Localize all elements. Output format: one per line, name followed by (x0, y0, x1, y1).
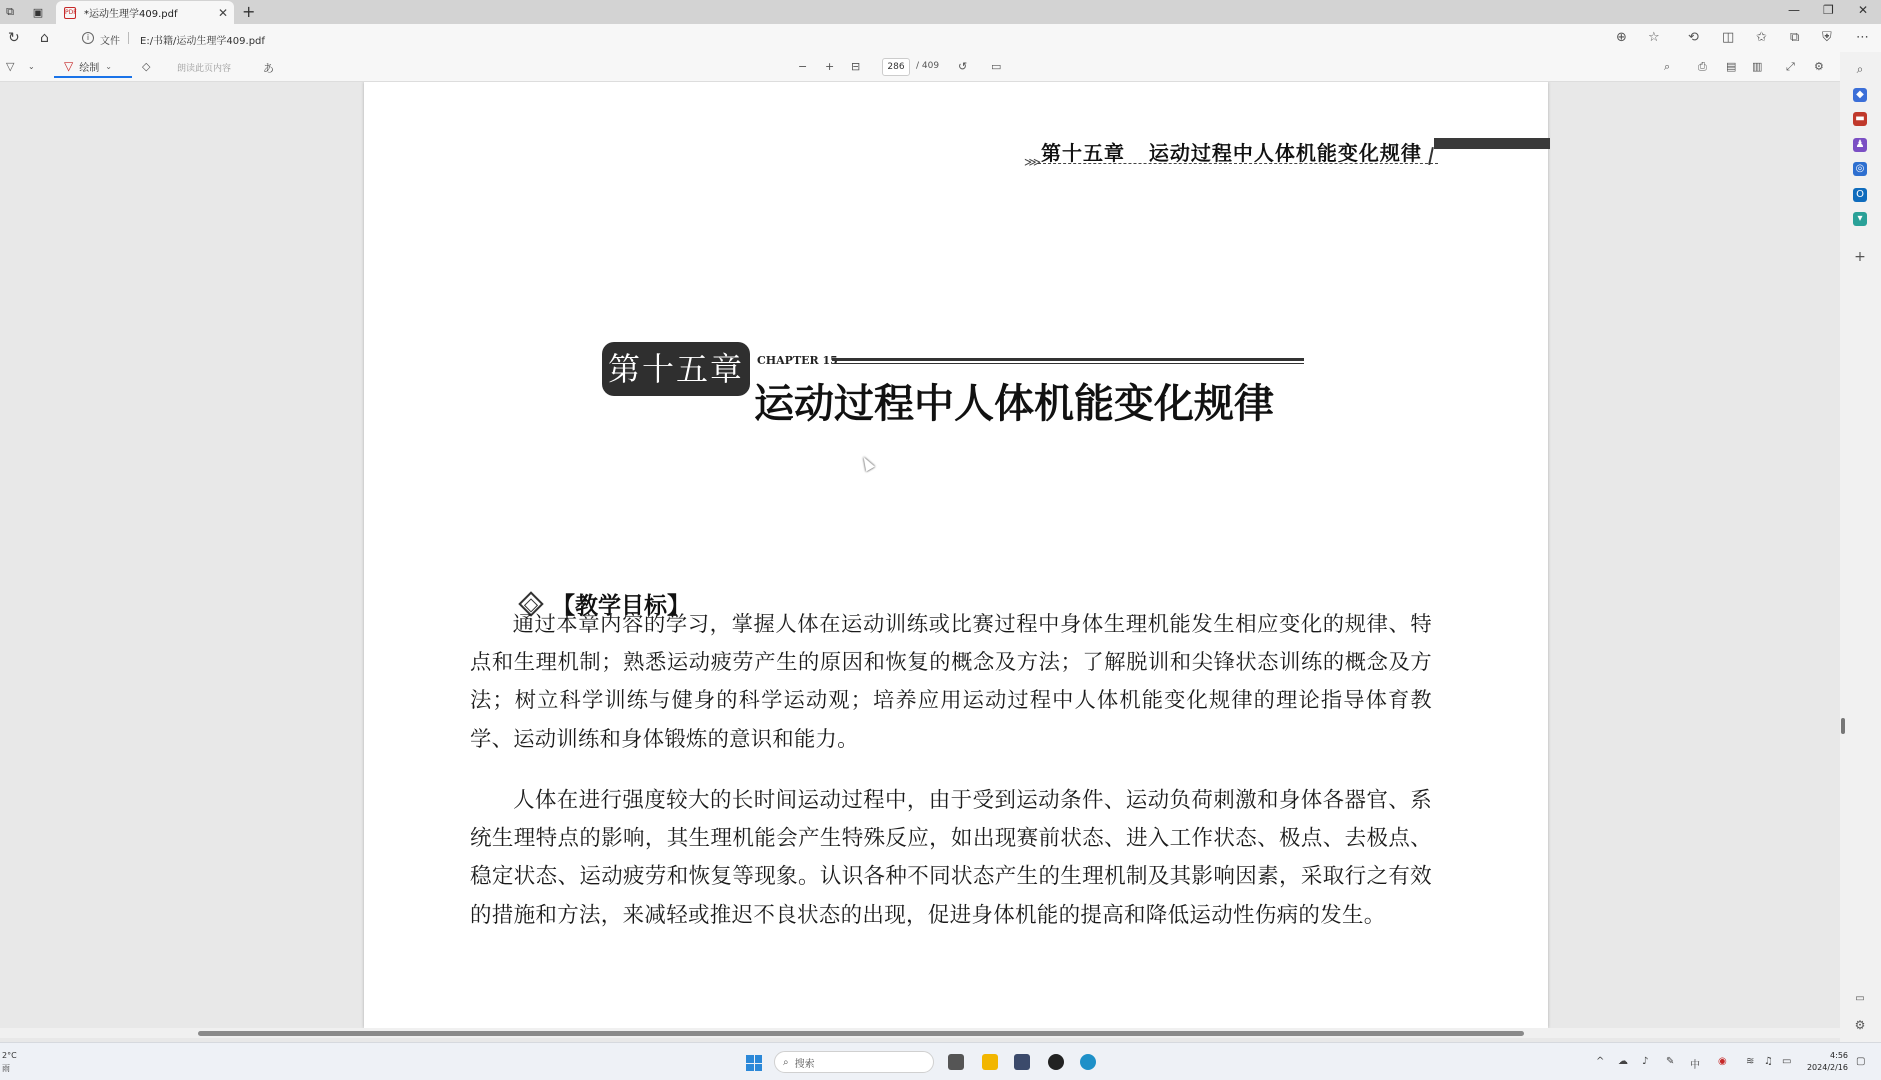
minimize-button[interactable]: — (1788, 3, 1800, 17)
more-menu-icon[interactable]: ⋯ (1856, 30, 1869, 45)
eraser-icon[interactable]: ◇ (142, 60, 151, 73)
pdf-viewer[interactable] (0, 82, 1840, 1028)
pdf-search-icon[interactable]: ⌕ (1664, 60, 1671, 73)
close-window-button[interactable]: ✕ (1858, 3, 1869, 17)
clock[interactable] (1802, 1050, 1848, 1074)
pdf-settings-icon[interactable]: ⚙ (1814, 60, 1824, 73)
tab-pdf[interactable] (56, 1, 234, 24)
wifi-icon[interactable]: ≋ (1746, 1056, 1755, 1067)
site-info-icon[interactable]: i (82, 32, 94, 44)
chapter-title: 运动过程中人体机能变化规律 (754, 380, 1274, 427)
weather-temp[interactable]: 2°C (2, 1051, 17, 1060)
taskbar-search[interactable] (774, 1051, 934, 1073)
refresh-icon[interactable]: ↻ (8, 30, 20, 46)
app-icon[interactable] (1014, 1054, 1030, 1070)
app-icon-2[interactable] (1048, 1054, 1064, 1070)
intro-paragraph: 人体在进行强度较大的长时间运动过程中，由于受到运动条件、运动负荷刺激和身体各器官、系统生理特点的影响，其生理机能会产生特殊反应，如出现赛前状态、进入工作状态、极点、去极点、稳定状态、运动疲劳和恢复等现象。认识各种不同状态产生的生理机制及其影响因素，采取行之有效的措施和方法，来减轻或推迟不良状态的出现，促进身体机能的提高和降低运动性伤病的发生。 (470, 788, 1432, 928)
running-head-bar (1434, 138, 1550, 149)
horizontal-scrollbar-thumb[interactable] (198, 1031, 1524, 1036)
teaching-goal-label: 【教学目标】 (552, 593, 690, 619)
extensions-icon[interactable]: ⟲ (1688, 30, 1699, 45)
fullscreen-icon[interactable]: ⤢ (1786, 60, 1795, 73)
weather-desc[interactable]: 雨 (2, 1064, 10, 1073)
translate-icon[interactable]: あ (263, 62, 274, 75)
draw-label: 绘制 (79, 62, 100, 74)
save-as-icon[interactable]: ▥ (1752, 60, 1763, 73)
running-head-arrow-icon: ⋙ (1024, 155, 1042, 169)
clock-date: 2024/2/16 (1806, 1063, 1848, 1072)
tab-title: *运动生理学409.pdf (84, 9, 178, 20)
edge-icon[interactable] (1080, 1054, 1096, 1070)
chapter-rule (832, 358, 1304, 364)
address-bar (0, 24, 1881, 52)
chapter-badge: 第十五章 (602, 342, 750, 396)
right-sidebar (1840, 52, 1881, 1042)
task-view-icon[interactable] (948, 1054, 964, 1070)
file-explorer-icon[interactable] (982, 1054, 998, 1070)
pdf-page (364, 82, 1548, 1028)
print-icon[interactable]: ⎙ (1698, 60, 1707, 73)
cloud-icon[interactable]: ☁ (1618, 1056, 1628, 1067)
taskbar (0, 1042, 1881, 1080)
mouse-cursor-icon (859, 454, 875, 471)
clock-time: 4:56 (1830, 1051, 1848, 1060)
vertical-scrollbar-thumb[interactable] (1841, 718, 1845, 734)
sidebar-outlook-icon[interactable]: O (1853, 188, 1867, 202)
sidebar-tag-icon[interactable]: ◆ (1853, 88, 1867, 102)
search-icon: ⌕ (783, 1056, 789, 1068)
rotate-icon[interactable]: ↺ (958, 60, 968, 73)
sidebar-drop-icon[interactable]: ▾ (1853, 212, 1867, 226)
sidebar-add-icon[interactable]: + (1854, 249, 1866, 265)
highlight-icon[interactable]: ▽ (6, 60, 15, 73)
sidebar-copilot-icon[interactable]: ◎ (1853, 162, 1867, 176)
page-number-input[interactable]: 286 (882, 58, 910, 76)
browser-essentials-icon[interactable]: ⛨ (1822, 30, 1832, 45)
mic-icon[interactable]: ♪ (1642, 1056, 1649, 1067)
sidebar-toolbox-icon[interactable]: ▬ (1853, 112, 1867, 126)
address-divider (128, 32, 129, 44)
draw-dropdown-icon[interactable]: ⌄ (105, 61, 112, 71)
tab-bar (0, 0, 1881, 24)
sidebar-games-icon[interactable]: ♟ (1853, 138, 1867, 152)
new-tab-button[interactable]: + (242, 2, 256, 21)
page-total: / 409 (916, 61, 940, 71)
sidebar-settings-icon[interactable]: ⚙ (1854, 1018, 1866, 1032)
ime-icon[interactable]: 中 (1690, 1060, 1700, 1071)
workspaces-icon[interactable]: ⧉ (6, 5, 14, 18)
running-head-rule (1038, 163, 1438, 164)
draw-button[interactable] (54, 56, 132, 78)
sidebar-hide-icon[interactable]: ▭ (1855, 993, 1865, 1004)
save-icon[interactable]: ▤ (1726, 60, 1737, 73)
pdf-file-icon: PDF (64, 7, 76, 19)
running-head: 第十五章 运动过程中人体机能变化规律 (1041, 141, 1422, 165)
favorite-star-icon[interactable]: ☆ (1648, 30, 1660, 45)
scheme-label: 文件 (100, 36, 120, 47)
teaching-goal-paragraph: 通过本章内容的学习，掌握人体在运动训练或比赛过程中身体生理机能发生相应变化的规律、特点和生理机制；熟悉运动疲劳产生的原因和恢复的概念及方法；了解脱训和尖锋状态训练的概念及方法；树立科学训练与健身的科学运动观；培养应用运动过程中人体机能变化规律的理论指导体育教学、运动训练和身体锻炼的意识和能力。 (470, 612, 1432, 752)
fit-page-icon[interactable]: ⊟ (851, 60, 861, 73)
sidebar-search-icon[interactable]: ⌕ (1856, 62, 1864, 76)
page-view-icon[interactable]: ▭ (991, 60, 1002, 73)
split-screen-icon[interactable]: ◫ (1722, 30, 1735, 45)
zoom-in-button[interactable]: + (825, 60, 835, 73)
volume-icon[interactable]: ♫ (1764, 1056, 1773, 1067)
tab-actions-icon[interactable]: ▣ (32, 5, 44, 19)
pdf-toolbar (0, 52, 1881, 82)
favorites-icon[interactable]: ✩ (1756, 30, 1767, 45)
tab-close-icon[interactable]: ✕ (218, 5, 229, 20)
notifications-icon[interactable]: ▢ (1856, 1056, 1866, 1067)
collections-icon[interactable]: ⧉ (1790, 30, 1800, 45)
chapter-number-en: CHAPTER 15 (757, 354, 838, 367)
battery-icon[interactable]: ▭ (1782, 1056, 1792, 1067)
highlight-dropdown-icon[interactable]: ⌄ (28, 62, 35, 71)
home-icon[interactable]: ⌂ (40, 30, 49, 46)
tray-overflow-icon[interactable]: ^ (1596, 1056, 1605, 1067)
security-icon[interactable]: ◉ (1718, 1056, 1727, 1067)
restore-button[interactable]: ❐ (1823, 3, 1834, 17)
zoom-out-button[interactable]: − (798, 60, 808, 73)
read-aloud-button[interactable]: 朗读此页内容 (177, 64, 232, 74)
zoom-icon[interactable]: ⊕ (1616, 30, 1627, 45)
pen-tray-icon[interactable]: ✎ (1666, 1056, 1675, 1067)
pen-icon: ▽ (64, 59, 74, 73)
taskbar-search-placeholder: 搜索 (794, 1058, 815, 1070)
start-button[interactable] (746, 1055, 762, 1071)
url-field[interactable]: E:/书籍/运动生理学409.pdf (140, 36, 265, 47)
